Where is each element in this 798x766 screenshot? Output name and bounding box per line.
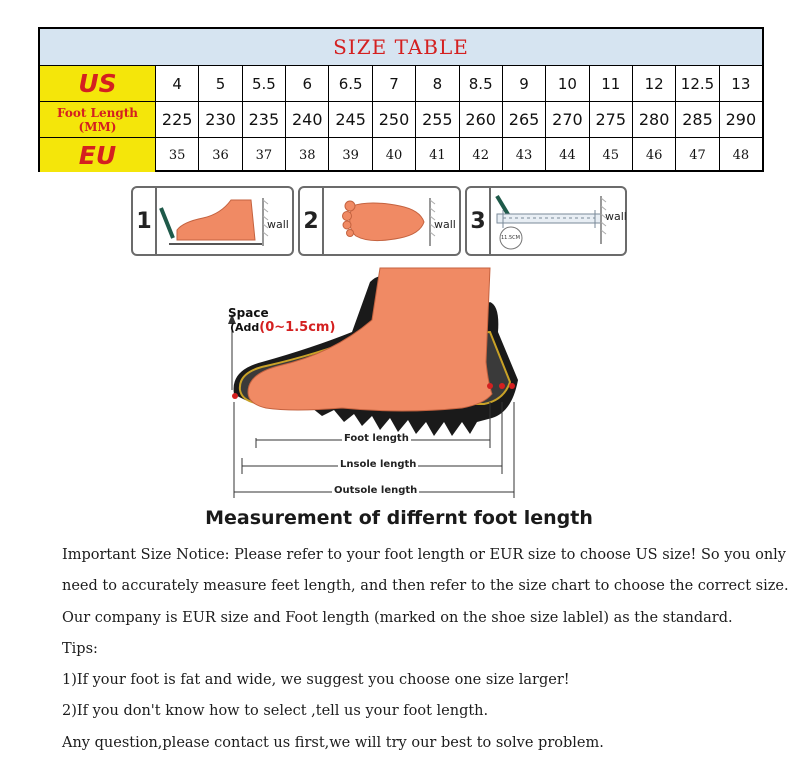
us-size-cell: 5 [199, 66, 242, 101]
step-2-wall-label: wall [434, 218, 456, 231]
us-size-cell: 6 [286, 66, 329, 101]
eu-size-cell: 36 [199, 138, 242, 172]
foot-length-header-line1: Foot Length [56, 105, 139, 120]
eu-size-cell: 39 [329, 138, 372, 172]
eu-size-cell: 35 [156, 138, 199, 172]
step-2-number: 2 [300, 188, 324, 254]
foot-length-cell: 255 [416, 102, 459, 137]
space-add-prefix: (Add [230, 321, 260, 334]
figure-caption: Measurement of differnt foot length [205, 507, 593, 529]
us-size-cell: 5.5 [243, 66, 286, 101]
foot-length-cell: 290 [725, 110, 757, 129]
notice-line-tip-1: 1)If your foot is fat and wide, we suggest you choose one size larger! [62, 672, 570, 689]
eu-size-cell: 38 [286, 138, 329, 172]
step-1-panel [131, 186, 294, 256]
eu-size-cell: 47 [676, 138, 719, 172]
space-add-label [230, 320, 335, 335]
side-foot-shape [177, 200, 255, 240]
us-size-cell: 12.5 [676, 66, 719, 101]
foot-length-cell: 280 [633, 102, 676, 137]
space-label: Space [228, 306, 269, 320]
eu-size-cell: 44 [546, 138, 589, 172]
foot-length-label: Foot length [344, 433, 409, 444]
notice-line-tip-2: 2)If you don't know how to select ,tell us your foot length. [62, 703, 489, 720]
shoe-measurement-figure [222, 262, 532, 502]
us-size-cell: 10 [546, 66, 589, 101]
step-2-panel [298, 186, 461, 256]
outsole-length-label: Outsole length [334, 485, 418, 496]
foot-length-header-line2: (MM) [78, 119, 117, 134]
us-size-cell: 8.5 [460, 66, 503, 101]
us-size-cell: 13 [731, 74, 751, 93]
eu-size-cell: 48 [732, 147, 750, 163]
foot-length-cell: 285 [676, 102, 719, 137]
step-1-wall-label: wall [267, 218, 289, 231]
foot-length-cell: 240 [286, 102, 329, 137]
eu-size-row [40, 138, 762, 172]
notice-line-standard: Our company is EUR size and Foot length (marked on the shoe size lablel) as the standard. [62, 609, 733, 626]
insole-length-label: Lnsole length [340, 459, 417, 470]
notice-line-tips: Tips: [62, 640, 98, 657]
eu-row-header: EU [40, 138, 156, 172]
table-title: SIZE TABLE [40, 29, 762, 66]
us-size-cell: 8 [416, 66, 459, 101]
step-3-wall-label: wall [605, 210, 627, 223]
foot-length-row [40, 102, 762, 138]
size-table [38, 27, 764, 172]
heel-marker-dot-3 [509, 383, 515, 389]
eu-size-cell: 45 [590, 138, 633, 172]
us-row-cells [156, 66, 762, 101]
notice-line-measure: need to accurately measure feet length, and then refer to the size chart to choose the correct size. [62, 578, 789, 595]
step-1-number: 1 [133, 188, 157, 254]
foot-length-cell: 260 [460, 102, 503, 137]
eu-size-cell: 46 [633, 138, 676, 172]
foot-length-cell: 265 [503, 102, 546, 137]
foot-length-cell: 270 [546, 102, 589, 137]
foot-length-row-cells [156, 102, 762, 137]
us-size-cell: 4 [156, 66, 199, 101]
eu-size-cell: 40 [373, 138, 416, 172]
eu-size-cell: 43 [503, 138, 546, 172]
space-add-value: (0~1.5cm) [259, 320, 336, 335]
foot-length-cell: 250 [373, 102, 416, 137]
heel-marker-dot-1 [487, 383, 493, 389]
us-size-cell: 11 [590, 66, 633, 101]
foot-length-cell: 275 [590, 102, 633, 137]
us-size-cell: 12 [633, 66, 676, 101]
us-size-cell: 6.5 [329, 66, 372, 101]
eu-row-cells [156, 138, 762, 172]
us-row-header: US [40, 66, 156, 101]
us-size-cell: 9 [503, 66, 546, 101]
toe-marker-dot [232, 393, 238, 399]
foot-length-cell: 245 [329, 102, 372, 137]
notice-line-contact: Any question,please contact us first,we will try our best to solve problem. [62, 734, 604, 751]
step-3-number: 3 [467, 188, 491, 254]
foot-length-cell: 230 [199, 102, 242, 137]
notice-line-important: Important Size Notice: Please refer to your foot length or EUR size to choose US size! So you only [62, 547, 787, 563]
us-size-row [40, 66, 762, 102]
step-3-panel [465, 186, 627, 256]
foot-length-row-header [40, 102, 156, 137]
ruler-measure-label: 11.5CM [501, 235, 520, 241]
size-notice [62, 544, 789, 763]
eu-size-cell: 37 [243, 138, 286, 172]
foot-length-cell: 235 [243, 102, 286, 137]
eu-size-cell: 42 [460, 138, 503, 172]
us-size-cell: 7 [373, 66, 416, 101]
eu-size-cell: 41 [416, 138, 459, 172]
foot-length-cell: 225 [156, 102, 199, 137]
heel-marker-dot-2 [499, 383, 505, 389]
top-foot-shape [350, 203, 424, 241]
